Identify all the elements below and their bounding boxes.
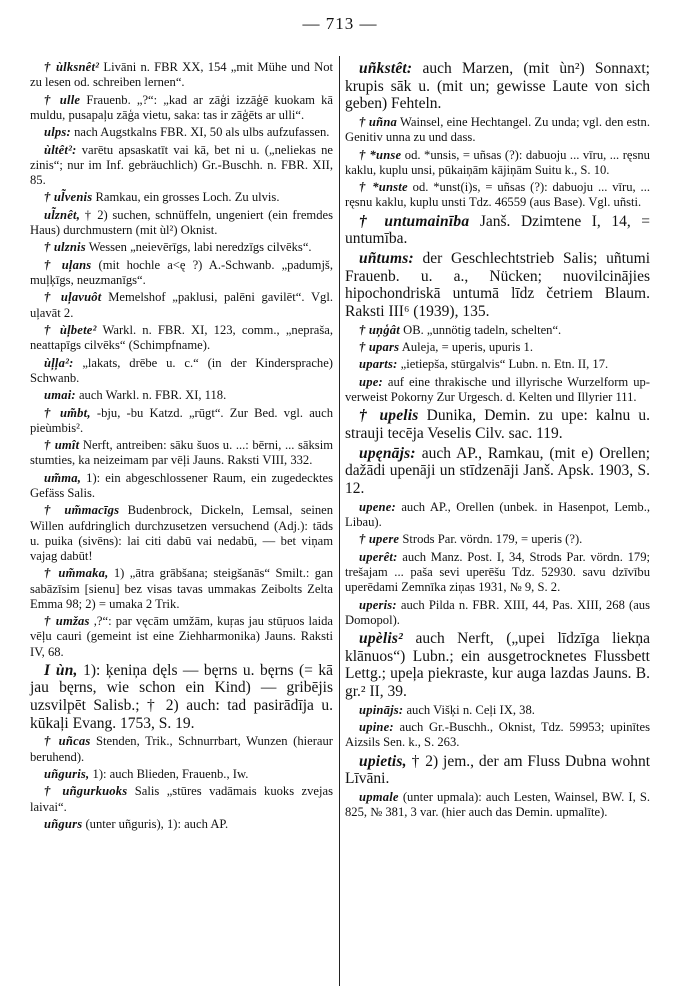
dictionary-entry	[30, 240, 333, 255]
dictionary-entry	[30, 93, 333, 123]
entry-headword: † upelis	[359, 407, 419, 425]
entry-headword: upene:	[359, 499, 396, 514]
left-column	[30, 60, 333, 834]
entry-definition: (unter uñguris), 1): auch AP.	[85, 817, 229, 832]
entry-headword: † ulznis	[44, 240, 86, 255]
entry-headword: † ulle	[44, 92, 81, 107]
dictionary-entry	[30, 438, 333, 468]
entry-headword: † upars	[359, 340, 400, 355]
dictionary-entry	[345, 340, 650, 355]
dictionary-entry	[30, 290, 333, 320]
dictionary-entry	[30, 60, 333, 90]
entry-headword: † um̃macīgs	[44, 503, 120, 518]
entry-definition: auch Gr.-Buschh., Oknist, Tdz. 59953; upinītes Aizsils Sen. k., S. 263.	[345, 720, 650, 750]
entry-headword: umai:	[44, 388, 76, 403]
dictionary-entry	[30, 566, 333, 612]
entry-definition: -bju, -bu Katzd. „rūgt“. Zur Bed. vgl. auch pieùmbis².	[30, 405, 333, 435]
dictionary-entry	[30, 208, 333, 238]
entry-headword: † uļans	[44, 257, 92, 272]
entry-headword: † upere	[359, 532, 400, 547]
entry-definition: od. *unsis, = uñsas (?): dabuoju ... vīru, ... ręsnu kaklu, kuplu unsi, pūkaiņām kājiņām Suitu k., S. 10.	[345, 147, 650, 177]
dictionary-entry	[345, 703, 650, 718]
entry-definition: (mit hochle a<ę ?) A.-Schwanb. „padumjš, muļķīgs, neuzmanīgs“.	[30, 257, 333, 287]
entry-definition: varētu apsaskatīt vai kā, bet ni u. („neliekas ne zinis“; nur im Inf. gebräuchlich) Gr.-Buschh. n. FBR. XII, 85.	[30, 142, 334, 187]
dictionary-entry	[345, 213, 650, 248]
entry-definition: Wainsel, eine Hechtangel. Zu unda; vgl. den estn. Genitiv unna zu und dass.	[345, 114, 650, 145]
entry-definition: auch Nerft, („upei līdzīga liekņa klānuos“) Lubn.; ein ausgetrocknetes Flussbett Lettg.; upeļa piekraste, kur auga lazdas Jauns. B. gr.² II, 39.	[345, 630, 650, 700]
entry-headword: † ùļbete²	[44, 322, 97, 337]
dictionary-entry	[30, 817, 333, 832]
entry-definition: Nerft, antreiben: sāku šuos u. ...: bērni, ... sāksim stumties, ka neizeimam par vēļi Jauns. Raksti VIII, 332.	[30, 438, 333, 468]
entry-definition: auch Manz. Post. I, 34, Strods Par. vördn. 179; trešajam ... paša sevi uperēšu Tdz. 52930. savu dzīvību uperēdami Zemnīka ziņas 1931, № 9, S. 2.	[345, 549, 650, 595]
entry-definition: Ramkau, ein grosses Loch. Zu ulvis.	[95, 190, 280, 205]
entry-headword: † ul̃venis	[44, 190, 93, 205]
entry-definition: Strods Par. vördn. 179, = uperis (?).	[402, 532, 583, 547]
dictionary-entry	[30, 323, 333, 353]
right-column	[345, 60, 650, 823]
dictionary-entry	[30, 356, 333, 386]
entry-headword: upe:	[359, 374, 383, 389]
entry-headword: ul̃znêt,	[44, 207, 81, 222]
entry-definition: „lakats, drēbe u. c.“ (in der Kindersprache) Schwanb.	[30, 355, 333, 385]
entry-headword: ùļļa²:	[44, 355, 74, 370]
entry-headword: † uñcas	[44, 734, 91, 749]
entry-headword: † umžas	[44, 614, 90, 629]
entry-definition: Frauenb. „?“: „kad ar zāģi izzāģē kuokam kā muldu, pusapaļu zāģa vietu, saka: tas ir zāģēts ar ulli“.	[30, 92, 333, 122]
dictionary-entry	[345, 550, 650, 596]
dictionary-entry	[345, 115, 650, 145]
entry-headword: upietis,	[359, 752, 407, 770]
entry-definition: Stenden, Trik., Schnurrbart, Wunzen (hieraur beruhend).	[30, 734, 333, 764]
entry-definition: auch Pilda n. FBR. XIII, 44, Pas. XIII, 268 (aus Domopol).	[345, 597, 650, 627]
entry-headword: upmale	[359, 790, 399, 805]
entry-headword: † um̃maka,	[44, 566, 109, 581]
dictionary-entry	[345, 407, 650, 442]
entry-definition: 1): auch Blieden, Frauenb., Iw.	[92, 767, 249, 782]
entry-definition: Dunika, Demin. zu upe: kalnu u. strauji tecēja Veselis Cilv. sac. 119.	[345, 407, 651, 443]
entry-headword: † uñgurkuoks	[44, 784, 128, 799]
dictionary-entry	[345, 598, 650, 628]
dictionary-entry	[345, 790, 650, 820]
dictionary-entry	[30, 125, 333, 140]
entry-headword: † umît	[44, 438, 80, 453]
entry-definition: 1): ķeniņa dęls — bęrns u. bęrns (= kā jau bęrns, wie schon ein Kind) — gribējis uzsvilpēt Salisb.; † 2) auch: tad pasirādīja u. kūkaļi Evang. 1753, S. 19.	[30, 661, 333, 732]
entry-headword: uperis:	[359, 597, 397, 612]
entry-definition: nach Augstkalns FBR. XI, 50 als ulbs aufzufassen.	[74, 125, 330, 140]
entry-headword: upine:	[359, 720, 394, 735]
dictionary-entry	[30, 662, 333, 732]
dictionary-entry	[30, 471, 333, 501]
entry-headword: ulps:	[44, 125, 71, 140]
dictionary-entry	[345, 532, 650, 547]
entry-headword: I ùn,	[44, 661, 78, 679]
entry-definition: auf eine thrakische und illyrische Wurzelform up- verweist Pokorny Zur Urgesch. d. Kelten und Illyrier 111.	[345, 374, 650, 405]
entry-definition: Warkl. n. FBR. XI, 123, comm., „nepraša, neattapīgs cilvēks“ (Schimpfname).	[30, 322, 334, 353]
entry-headword: uñtums:	[359, 250, 414, 268]
entry-definition: OB. „unnötig tadeln, schelten“.	[403, 322, 562, 337]
dictionary-entry	[30, 258, 333, 288]
entry-definition: Budenbrock, Dickeln, Lemsal, seinen Willen aufdringlich durchzusetzen versuchend (Adj.): tāds u. puika (sivēns): lai citi dabū vai nedabū, — bet viņam vajag dabūt!	[30, 503, 334, 563]
entry-definition: Janš. Dzimtene I, 14, = untumība.	[345, 212, 650, 248]
entry-headword: um̃ma,	[44, 470, 82, 485]
dictionary-entry	[30, 784, 333, 814]
entry-headword: uñkstêt:	[359, 60, 413, 77]
entry-definition: Livāni n. FBR XX, 154 „mit Mühe und Not zu lesen od. schreiben lernen“.	[30, 60, 333, 90]
entry-headword: † *unse	[359, 147, 402, 162]
entry-headword: † um̃bt,	[44, 405, 91, 420]
column-divider	[339, 56, 340, 986]
dictionary-entry	[345, 357, 650, 372]
entry-headword: upęnājs:	[359, 444, 416, 462]
dictionary-entry	[345, 250, 650, 320]
page-number: — 713 —	[302, 14, 378, 33]
dictionary-entry	[345, 148, 650, 178]
entry-definition: Auleja, = uperis, upuris 1.	[401, 340, 533, 355]
entry-headword: † uņģât	[359, 322, 400, 337]
entry-headword: upèlis²	[359, 630, 403, 648]
dictionary-entry	[345, 60, 650, 113]
entry-headword: uperêt:	[359, 549, 398, 564]
entry-definition: Salis „stūres vadāmais kuoks zvejas laivai“.	[30, 784, 334, 814]
dictionary-entry	[345, 180, 650, 210]
entry-definition: Wessen „neievērīgs, labi neredzīgs cilvēks“.	[88, 240, 312, 255]
entry-headword: † uñna	[359, 114, 398, 129]
entry-headword: uñguris,	[44, 767, 90, 782]
entry-definition: ,?“: par vęcām umžām, kuŗas jau stūŗuos laida vēļu cauri (gemeint ist eine Ziehharmonika) Jauns. Raksti IV, 68.	[30, 614, 333, 659]
entry-definition: „ietiepša, stūrgalvis“ Lubn. n. Etn. II, 17.	[400, 357, 609, 372]
entry-definition: auch Višķi n. Ceļi IX, 38.	[406, 702, 535, 717]
entry-definition: † 2) jem., der am Fluss Dubna wohnt Līvāni.	[345, 752, 650, 788]
dictionary-entry	[30, 143, 333, 189]
dictionary-entry	[30, 734, 333, 764]
dictionary-entry	[345, 630, 650, 700]
entry-headword: upinājs:	[359, 702, 404, 717]
dictionary-entry	[345, 445, 650, 498]
entry-definition: der Geschlechtstrieb Salis; uñtumi Frauenb. u. a., Nücken; nuovilcinājies hipochondriskā untumā līdz četriem Blaum. Raksti III⁶ (1939), 135.	[345, 250, 650, 320]
dictionary-entry	[30, 503, 333, 564]
entry-definition: auch Warkl. n. FBR. XI, 118.	[78, 388, 227, 403]
dictionary-entry	[30, 190, 333, 205]
entry-headword: uñgurs	[44, 817, 83, 832]
entry-definition: 1) „ātra grābšana; steigšanās“ Smilt.: gan sabāzīsim [sienu] bez visas tavas ummakas Zeibolts Zelta Emma 98; 2) = umaka 2 Trik.	[30, 566, 333, 611]
entry-definition: od. *unst(i)s, = uñsas (?): dabuoju ... vīru, ... ręsnu kaklu, kuplu unsti Tdz. 46559 (aus Base). Vgl. uñsti.	[345, 180, 651, 210]
dictionary-entry	[345, 375, 650, 405]
entry-headword: † ùlksnêt²	[44, 60, 100, 74]
dictionary-entry	[345, 323, 650, 338]
entry-headword: † *unste	[359, 180, 408, 195]
entry-definition: 1): ein abgeschlossener Raum, ein zugedecktes Gefäss Salis.	[30, 470, 333, 500]
entry-definition: † 2) suchen, schnüffeln, ungeniert (ein fremdes Haus) durchmustern (mit ùl²) Oknist.	[30, 207, 333, 237]
dictionary-entry	[345, 500, 650, 530]
entry-definition: Memelshof „paklusi, palēni gavilēt“. Vgl. uļavāt 2.	[30, 290, 333, 320]
entry-definition: auch Marzen, (mit ùn²) Sonnaxt; krupis sāk u. (mit un; gewisse Laute von sich geben) Fehteln.	[345, 60, 650, 113]
entry-headword: ùltêt²:	[44, 142, 77, 157]
entry-definition: (unter upmala): auch Lesten, Wainsel, BW. I, S. 825, № 381, 3 var. (hier auch das Demin. upmalīte).	[345, 790, 650, 820]
dictionary-entry	[345, 720, 650, 750]
dictionary-entry	[30, 767, 333, 782]
entry-definition: auch AP., Orellen (unbek. in Hasenpot, Lemb., Libau).	[345, 499, 651, 529]
entry-definition: auch AP., Ramkau, (mit e) Orellen; dažādi upenāji un stīdzenāji Janš. Apsk. 1903, S. 12.	[345, 444, 651, 498]
dictionary-entry	[30, 388, 333, 403]
entry-headword: † untumainība	[359, 212, 470, 230]
entry-headword: † uļavuôt	[44, 290, 102, 305]
dictionary-entry	[30, 614, 333, 660]
dictionary-entry	[30, 406, 333, 436]
dictionary-entry	[345, 753, 650, 788]
entry-headword: uparts:	[359, 357, 398, 372]
